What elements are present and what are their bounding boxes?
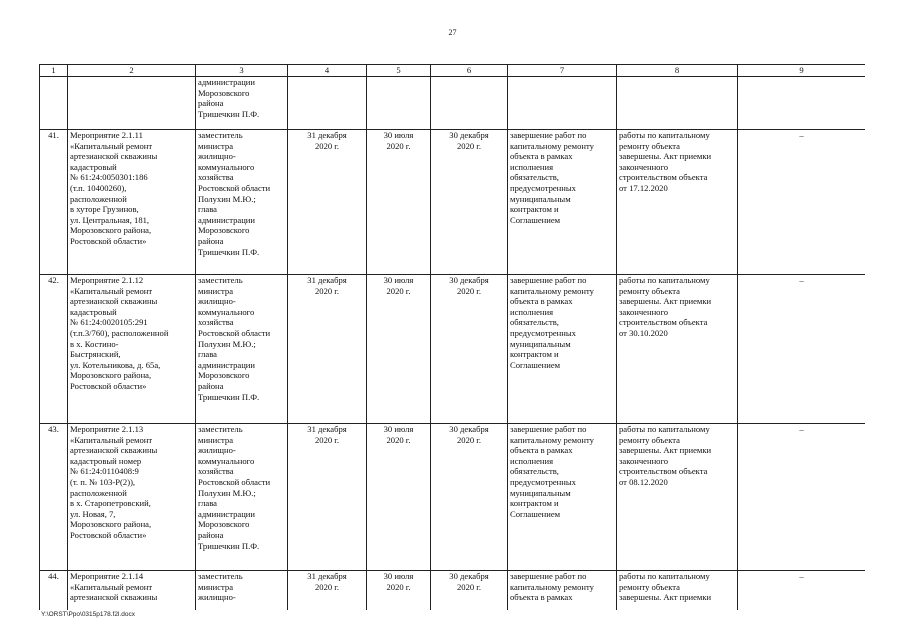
- responsible-cell: заместитель министра жилищно- коммунального хозяйства Ростовской области Полухин М.Ю.; глава администрации Морозовского района Тришечкин П.Ф.: [196, 424, 288, 571]
- file-path-footer: Y:\ORST\Ppo\0315p178.f2l.docx: [41, 611, 135, 618]
- table-cell: [68, 77, 196, 130]
- event-cell: Мероприятие 2.1.13 «Капитальный ремонт артезианской скважины кадастровый номер № 61:24:0110408:9 (т. п. № 103-Р(2)), расположенной в х. Старопетровский, ул. Новая, 7, Морозовского района, Ростовской области»: [68, 424, 196, 571]
- actual-result-cell: работы по капитальному ремонту объекта завершены. Акт приемки: [617, 571, 738, 611]
- note-cell: –: [738, 130, 866, 275]
- row-number: 44.: [40, 571, 68, 611]
- date-cell: 30 декабря 2020 г.: [431, 424, 508, 571]
- table-cell: [508, 77, 617, 130]
- table-cell: [738, 77, 866, 130]
- expected-result-cell: завершение работ по капитальному ремонту объекта в рамках исполнения обязательств, предусмотренных муниципальным контрактом и Соглашением: [508, 424, 617, 571]
- row-number: 43.: [40, 424, 68, 571]
- expected-result-cell: завершение работ по капитальному ремонту объекта в рамках исполнения обязательств, предусмотренных муниципальным контрактом и Соглашением: [508, 275, 617, 424]
- date-cell: 30 июля 2020 г.: [367, 424, 431, 571]
- date-cell: 30 декабря 2020 г.: [431, 130, 508, 275]
- table-cell: [617, 77, 738, 130]
- note-cell: –: [738, 571, 866, 611]
- date-cell: 30 декабря 2020 г.: [431, 571, 508, 611]
- header-cell: 4: [288, 65, 367, 77]
- expected-result-cell: завершение работ по капитальному ремонту объекта в рамках исполнения обязательств, предусмотренных муниципальным контрактом и Соглашением: [508, 130, 617, 275]
- event-cell: Мероприятие 2.1.11 «Капитальный ремонт артезианской скважины кадастровый № 61:24:0050301:186 (т.п. 10400260), расположенной в хуторе Грузинов, ул. Центральная, 181, Морозовского района, Ростовской области»: [68, 130, 196, 275]
- date-cell: 31 декабря 2020 г.: [288, 424, 367, 571]
- table-cell: [288, 77, 367, 130]
- header-row: [40, 65, 866, 77]
- table-row: [40, 275, 866, 424]
- table-container: [39, 64, 865, 610]
- event-cell: Мероприятие 2.1.14 «Капитальный ремонт артезианской скважины: [68, 571, 196, 611]
- event-cell: Мероприятие 2.1.12 «Капитальный ремонт артезианской скважины кадастровый № 61:24:0020105:291 (т.п.3/760), расположенной в х. Костино- Быстрянский, ул. Котельникова, д. 65а, Морозовского района, Ростовской области»: [68, 275, 196, 424]
- table-cell: [40, 77, 68, 130]
- responsible-cell: заместитель министра жилищно- коммунального хозяйства Ростовской области Полухин М.Ю.; глава администрации Морозовского района Тришечкин П.Ф.: [196, 130, 288, 275]
- responsible-cell: заместитель министра жилищно-: [196, 571, 288, 611]
- table-cell: [367, 77, 431, 130]
- date-cell: 31 декабря 2020 г.: [288, 130, 367, 275]
- date-cell: 30 июля 2020 г.: [367, 130, 431, 275]
- note-cell: –: [738, 275, 866, 424]
- actual-result-cell: работы по капитальному ремонту объекта завершены. Акт приемки законченного строительством объекта от 08.12.2020: [617, 424, 738, 571]
- header-cell: 1: [40, 65, 68, 77]
- header-cell: 6: [431, 65, 508, 77]
- row-number: 42.: [40, 275, 68, 424]
- date-cell: 30 июля 2020 г.: [367, 275, 431, 424]
- responsible-cell: администрации Морозовского района Тришечкин П.Ф.: [196, 77, 288, 130]
- page-number: 27: [448, 28, 457, 37]
- header-cell: 8: [617, 65, 738, 77]
- expected-result-cell: завершение работ по капитальному ремонту объекта в рамках: [508, 571, 617, 611]
- date-cell: 31 декабря 2020 г.: [288, 275, 367, 424]
- continuation-row: [40, 77, 866, 130]
- responsible-cell: заместитель министра жилищно- коммунального хозяйства Ростовской области Полухин М.Ю.; глава администрации Морозовского района Тришечкин П.Ф.: [196, 275, 288, 424]
- actual-result-cell: работы по капитальному ремонту объекта завершены. Акт приемки законченного строительством объекта от 30.10.2020: [617, 275, 738, 424]
- row-number: 41.: [40, 130, 68, 275]
- header-cell: 2: [68, 65, 196, 77]
- date-cell: 31 декабря 2020 г.: [288, 571, 367, 611]
- table-row: [40, 571, 866, 611]
- table-row: [40, 424, 866, 571]
- date-cell: 30 декабря 2020 г.: [431, 275, 508, 424]
- header-cell: 7: [508, 65, 617, 77]
- header-cell: 5: [367, 65, 431, 77]
- note-cell: –: [738, 424, 866, 571]
- measures-table: [39, 64, 865, 610]
- date-cell: 30 июля 2020 г.: [367, 571, 431, 611]
- actual-result-cell: работы по капитальному ремонту объекта завершены. Акт приемки законченного строительством объекта от 17.12.2020: [617, 130, 738, 275]
- header-cell: 9: [738, 65, 866, 77]
- table-row: [40, 130, 866, 275]
- header-cell: 3: [196, 65, 288, 77]
- table-cell: [431, 77, 508, 130]
